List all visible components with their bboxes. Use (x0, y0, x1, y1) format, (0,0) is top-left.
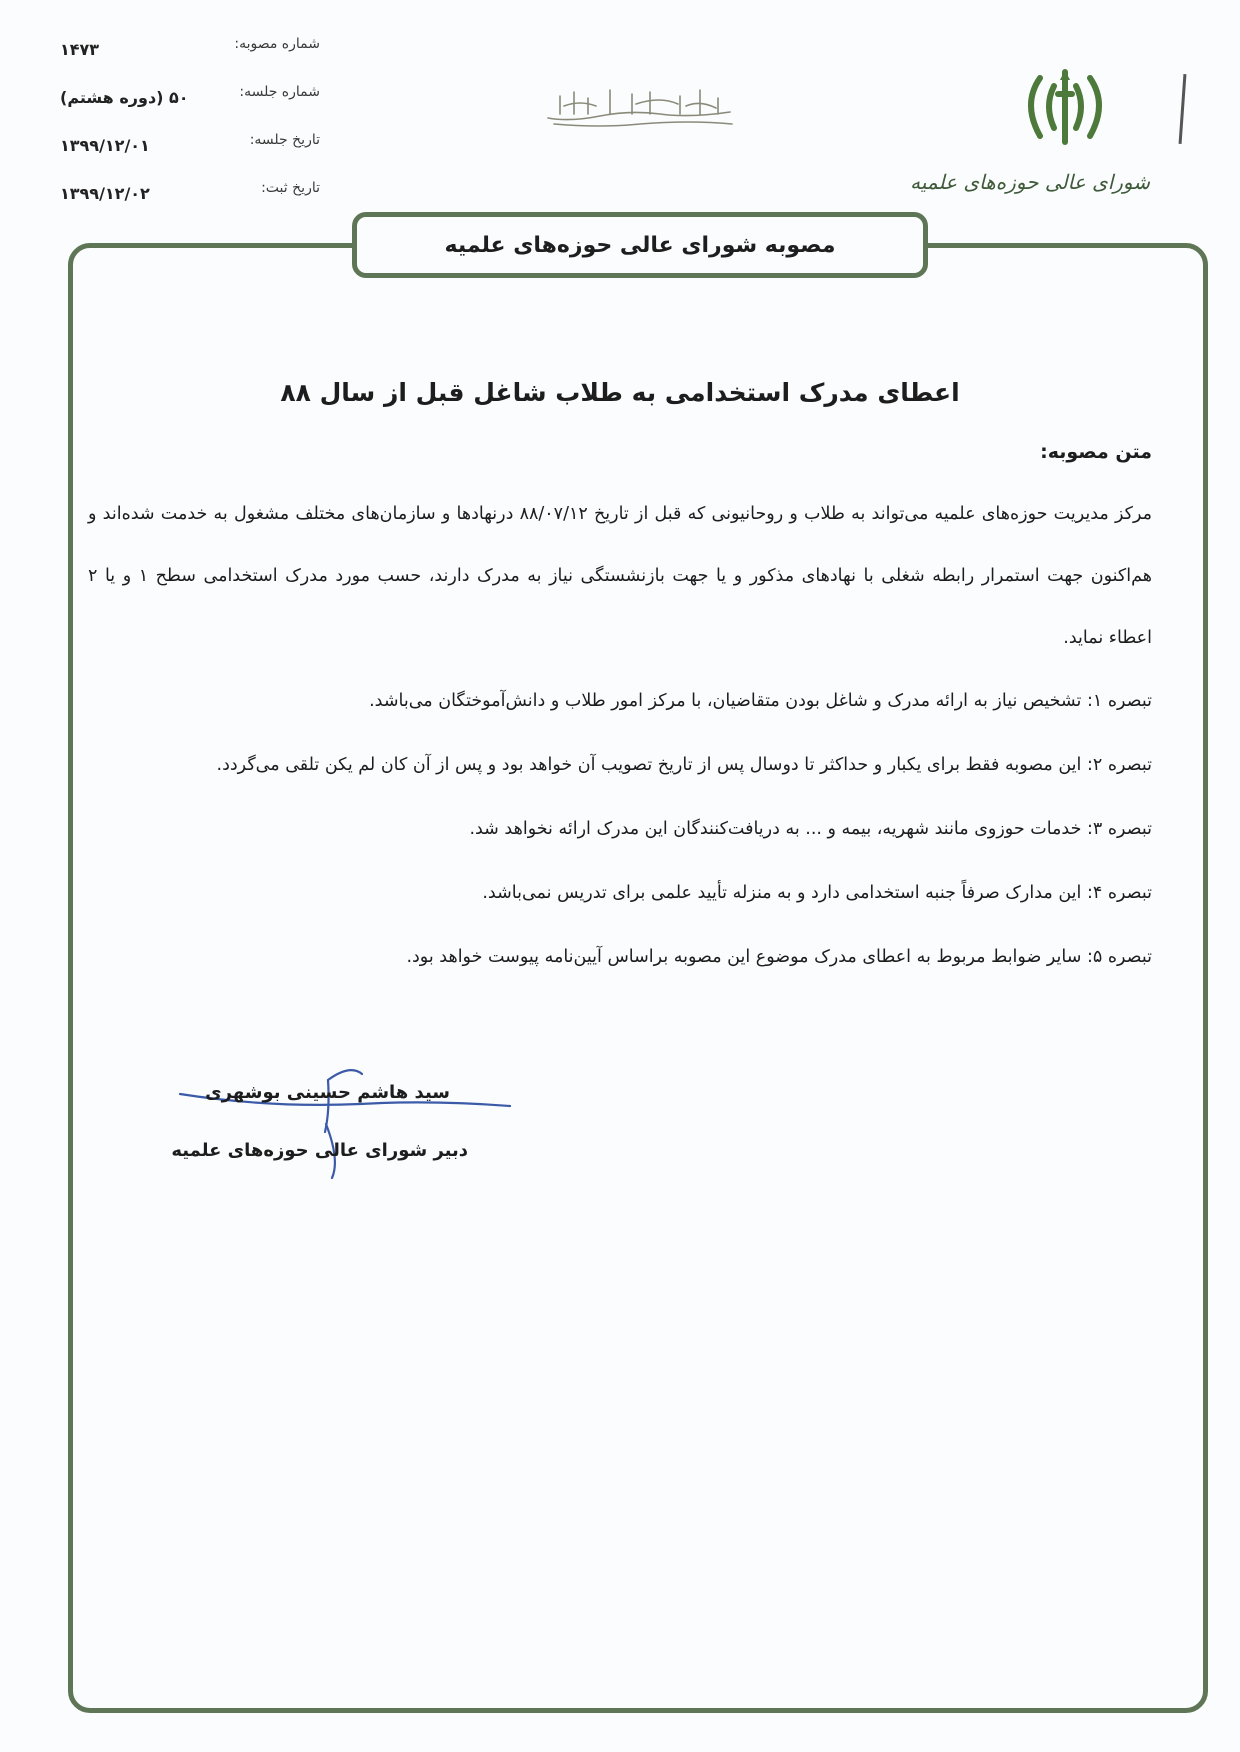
note-3: تبصره ۳: خدمات حوزوی مانند شهریه، بیمه و ... به دریافت‌کنندگان این مدرک ارائه نخواهد شد. (469, 819, 1152, 839)
iran-emblem-icon (1010, 64, 1120, 154)
meta-label: تاریخ جلسه: (249, 132, 320, 148)
document-content (88, 360, 1152, 989)
edge-pen-mark (1179, 74, 1187, 144)
meta-label: تاریخ ثبت: (261, 180, 320, 196)
organization-name: شورای عالی حوزه‌های علمیه (910, 170, 1150, 194)
note-5: تبصره ۵: سایر ضوابط مربوط به اعطای مدرک موضوع این مصوبه براساس آیین‌نامه پیوست خواهد بود. (406, 947, 1152, 967)
meta-label: شماره جلسه: (239, 84, 320, 100)
meta-block (40, 30, 320, 222)
basmala-calligraphy-icon (540, 84, 740, 130)
section-label: متن مصوبه: (1040, 441, 1152, 463)
note-2: تبصره ۲: این مصوبه فقط برای یکبار و حداکثر تا دوسال پس از تاریخ تصویب آن خواهد بود و پس از آن کان لم یکن تلقی می‌گردد. (216, 755, 1152, 775)
meta-value: ۱۳۹۹/۱۲/۰۲ (60, 184, 150, 203)
meta-row-session-number (40, 78, 320, 126)
meta-row-approval-number (40, 30, 320, 78)
meta-label: شماره مصوبه: (234, 36, 320, 52)
handwritten-signature-icon (150, 1060, 530, 1180)
meta-row-registration-date (40, 174, 320, 222)
note-4: تبصره ۴: این مدارک صرفاً جنبه استخدامی دارد و به منزله تأیید علمی برای تدریس نمی‌باشد. (482, 883, 1152, 903)
document-title: اعطای مدرک استخدامی به طلاب شاغل قبل از سال ۸۸ (280, 378, 960, 407)
signatory-title: دبیر شورای عالی حوزه‌های علمیه (171, 1140, 468, 1161)
signature-block (150, 1060, 530, 1180)
meta-row-session-date (40, 126, 320, 174)
note-1: تبصره ۱: تشخیص نیاز به ارائه مدرک و شاغل بودن متقاضیان، با مرکز امور طلاب و دانش‌آموختگان می‌باشد. (369, 691, 1152, 711)
meta-value: ۱۴۷۳ (60, 40, 100, 59)
frame-title: مصوبه شورای عالی حوزه‌های علمیه (352, 212, 928, 278)
meta-value: ۱۳۹۹/۱۲/۰۱ (60, 136, 150, 155)
meta-value: ۵۰ (دوره هشتم) (60, 88, 189, 107)
signatory-name: سید هاشم حسینی بوشهری (205, 1082, 450, 1103)
body-paragraph: مرکز مدیریت حوزه‌های علمیه می‌تواند به طلاب و روحانیونی که قبل از تاریخ ۸۸/۰۷/۱۲ درنهادها و سازمان‌های مختلف مشغول به خدمت شده‌اند و هم‌اکنون جهت استمرار رابطه شغلی با نهادهای مذکور و یا جهت بازنشستگی نیاز به مدرک دارند، حسب مورد مدرک استخدامی سطح ۱ و یا ۲ اعطاء نماید. (88, 504, 1153, 648)
